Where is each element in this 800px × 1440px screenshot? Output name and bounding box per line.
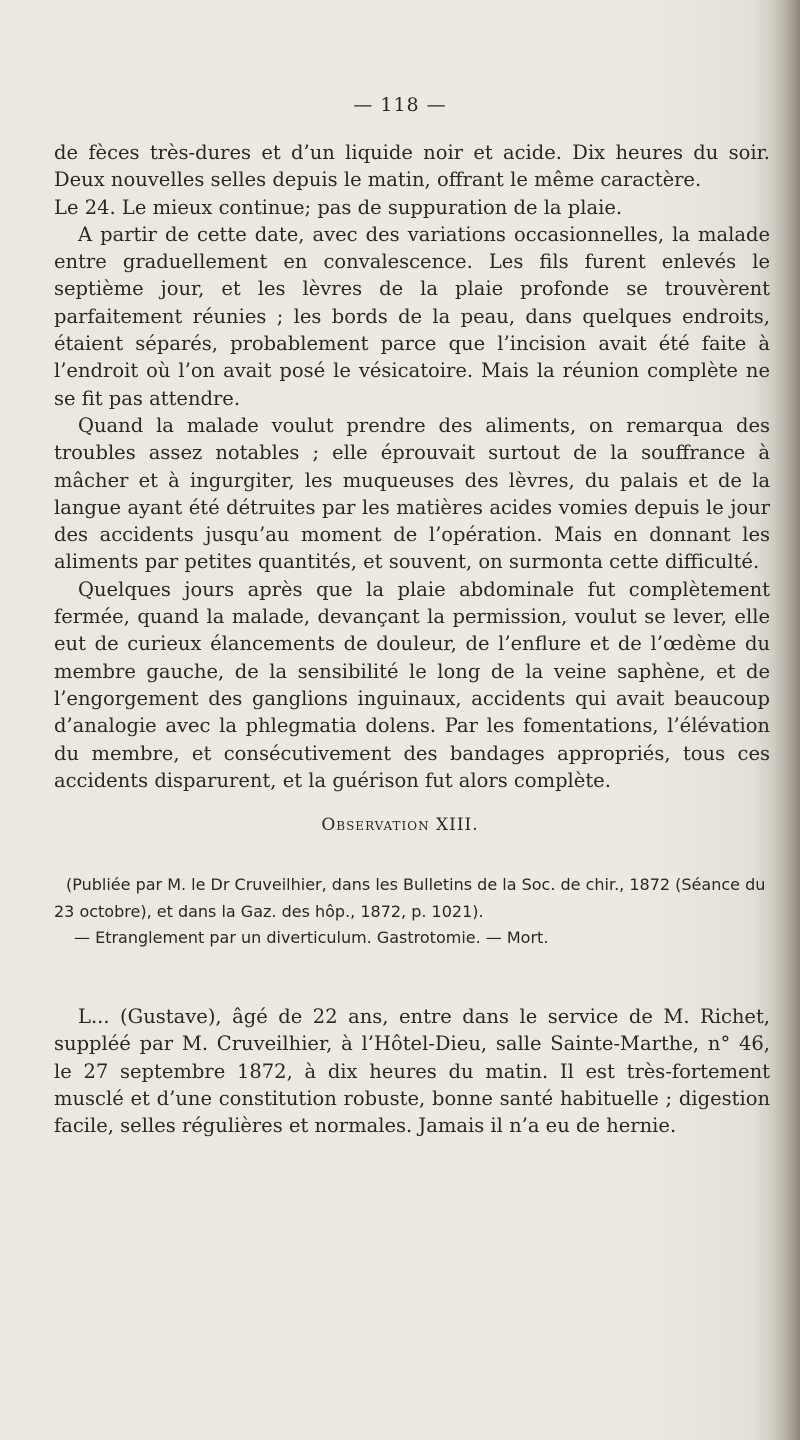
paragraph: Quand la malade voulut prendre des aliments, on remarqua des troubles assez notables ; elle éprouvait surtout de la souffrance à mâcher et à ingurgiter, les muqueuses des lèvres, du palais et de la langue ayant été détruites par les matières acides vomies depuis le jour des accidents jusqu’au moment de l’opération. Mais en donnant les aliments par petites quantités, et souvent, on surmonta cette difficulté. xyxy=(54,413,770,574)
publication-note-line: (Publiée par M. le Dr Cruveilhier, dans les Bulletins de la Soc. de chir., 1872 (Séance du 23 octobre), et dans la Gaz. des hôp., 1872, p. 1021). xyxy=(54,875,766,921)
page-edge-shadow xyxy=(774,0,800,1440)
paragraph: Quelques jours après que la plaie abdominale fut complètement fermée, quand la malade, devançant la permission, voulut se lever, elle eut de curieux élancements de douleur, de l’enflure et de l’œdème du membre gauche, de la sensibilité le long de la veine saphène, et de l’engorgement des ganglions inguinaux, accidents qui avait beaucoup d’analogie avec la phlegmatia dolens. Par les fomentations, l’élévation du membre, et consécutivement des bandages appropriés, tous ces accidents disparurent, et la guérison fut alors complète. xyxy=(54,577,770,792)
paragraph: de fèces très-dures et d’un liquide noir et acide. Dix heures du soir. Deux nouvelles selles depuis le matin, offrant le même caractère. xyxy=(54,141,770,192)
main-text xyxy=(54,139,770,794)
publication-note-subtitle: — Etranglement par un diverticulum. Gastrotomie. — Mort. xyxy=(74,928,549,947)
case-paragraph: L... (Gustave), âgé de 22 ans, entre dans le service de M. Richet, suppléé par M. Cruveilhier, à l’Hôtel-Dieu, salle Sainte-Marthe, n° 46, le 27 septembre 1872, à dix heures du matin. Il est très-fortement musclé et d’une constitution robuste, bonne santé habituelle ; digestion facile, selles régulières et normales. Jamais il n’a eu de hernie. xyxy=(54,1005,770,1138)
paragraph: Le 24. Le mieux continue; pas de suppuration de la plaie. xyxy=(54,195,623,219)
case-text xyxy=(54,1003,770,1139)
paragraph: A partir de cette date, avec des variations occasionnelles, la malade entre graduellement en convalescence. Les fils furent enlevés le septième jour, et les lèvres de la plaie profonde se trouvèrent parfaitement réunies ; les bords de la peau, dans quelques endroits, étaient séparés, probablement parce que l’incision avait été faite à l’endroit où l’on avait posé le vésicatoire. Mais la réunion complète ne se fit pas attendre. xyxy=(54,222,770,410)
observation-heading: Observation XIII. xyxy=(321,815,479,835)
page-number: — 118 — xyxy=(353,94,447,116)
publication-note xyxy=(54,872,770,952)
